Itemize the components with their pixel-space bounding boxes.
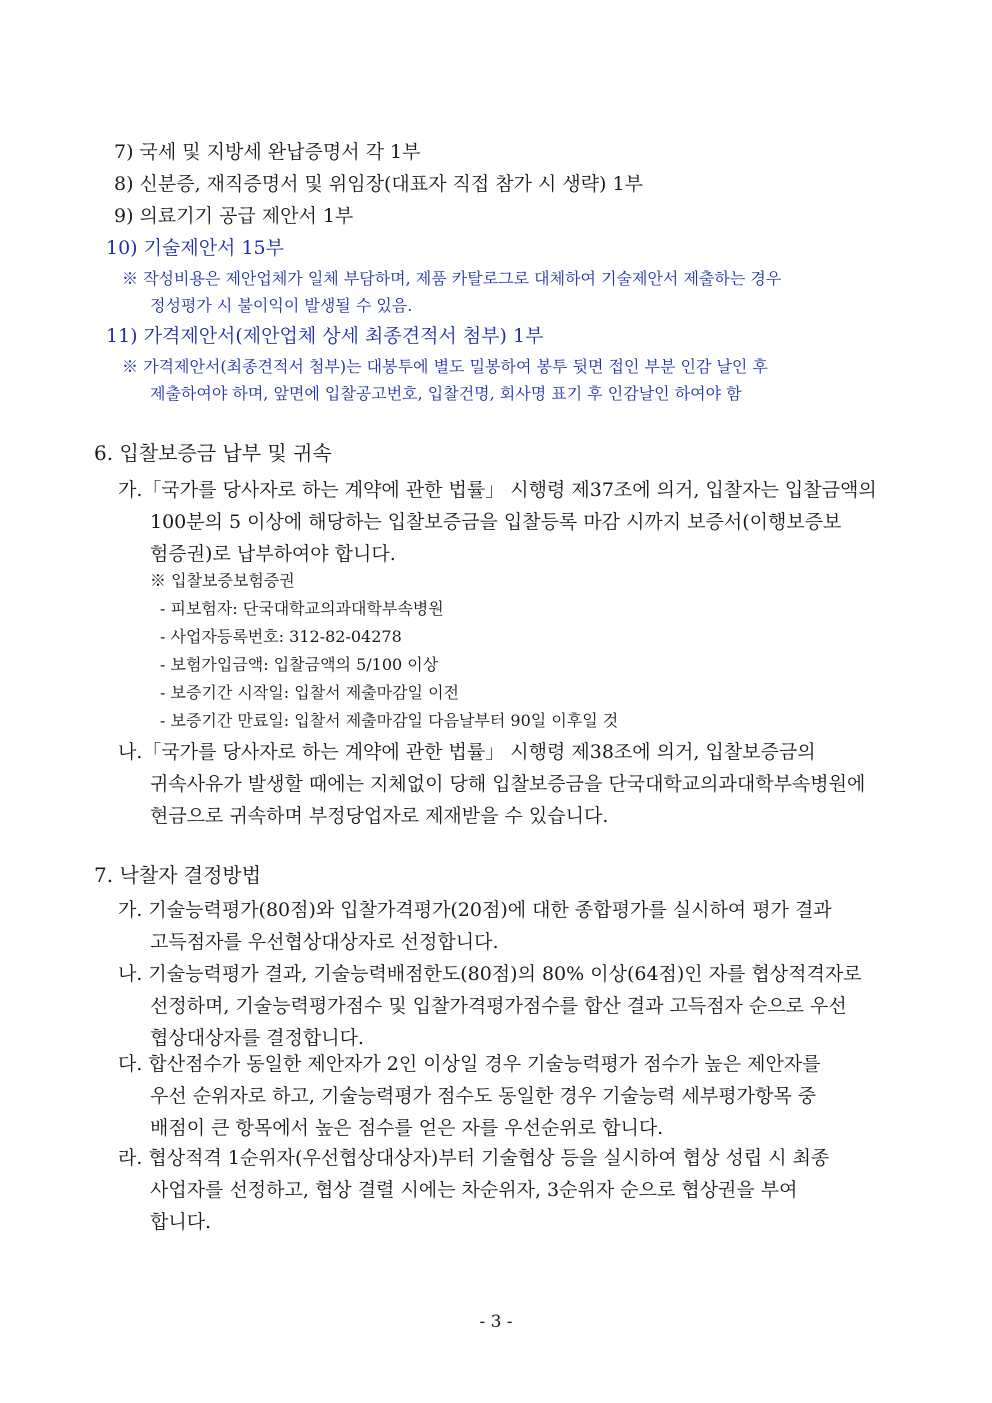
section-6-bullet-2: - 사업자등록번호: 312-82-04278 [160,627,402,646]
doc-item-7: 7) 국세 및 지방세 완납증명서 각 1부 [114,141,421,163]
doc-note-10-line2: 정성평가 시 불이익이 발생될 수 있음. [150,296,413,315]
doc-note-11-line2: 제출하여야 하며, 앞면에 입찰공고번호, 입찰건명, 회사명 표기 후 인감날인 하여야 함 [150,384,742,403]
page-number: - 3 - [479,1312,513,1332]
section-7-ra-line1: 라. 협상적격 1순위자(우선협상대상자)부터 기술협상 등을 실시하여 협상 성립 시 최종 [118,1147,830,1169]
section-7-na-line3: 협상대상자를 결정합니다. [150,1027,364,1049]
section-6-na-line1: 나.「국가를 당사자로 하는 계약에 관한 법률」 시행령 제38조에 의거, 입찰보증금의 [118,741,816,763]
doc-note-11-line1: ※ 가격제안서(최종견적서 첨부)는 대봉투에 별도 밀봉하여 봉투 뒷면 접인 부분 인감 날인 후 [122,357,768,376]
section-6-bullet-4: - 보증기간 시작일: 입찰서 제출마감일 이전 [160,683,459,702]
section-6-ga-line3: 험증권)로 납부하여야 합니다. [150,543,396,565]
section-6-heading: 6. 입찰보증금 납부 및 귀속 [94,441,332,465]
section-7-da-line1: 다. 합산점수가 동일한 제안자가 2인 이상일 경우 기술능력평가 점수가 높은 제안자를 [118,1053,821,1075]
doc-note-10-line1: ※ 작성비용은 제안업체가 일체 부담하며, 제품 카탈로그로 대체하여 기술제안서 제출하는 경우 [122,269,782,288]
section-6-ga-line2: 100분의 5 이상에 해당하는 입찰보증금을 입찰등록 마감 시까지 보증서(이행보증보 [150,511,842,533]
section-6-ga-line1: 가.「국가를 당사자로 하는 계약에 관한 법률」 시행령 제37조에 의거, 입찰자는 입찰금액의 [118,479,877,501]
section-6-bullet-1: - 피보험자: 단국대학교의과대학부속병원 [160,599,444,618]
section-7-da-line2: 우선 순위자로 하고, 기술능력평가 점수도 동일한 경우 기술능력 세부평가항목 중 [150,1085,817,1107]
section-6-bullet-5: - 보증기간 만료일: 입찰서 제출마감일 다음날부터 90일 이후일 것 [160,711,619,730]
section-7-na-line1: 나. 기술능력평가 결과, 기술능력배점한도(80점)의 80% 이상(64점)인 자를 협상적격자로 [118,963,862,985]
section-7-ra-line2: 사업자를 선정하고, 협상 결렬 시에는 차순위자, 3순위자 순으로 협상권을 부여 [150,1179,798,1201]
section-7-ra-line3: 합니다. [150,1211,212,1233]
section-7-da-line3: 배점이 큰 항목에서 높은 점수를 얻은 자를 우선순위로 합니다. [150,1117,664,1139]
doc-item-9: 9) 의료기기 공급 제안서 1부 [114,205,354,227]
doc-item-10: 10) 기술제안서 15부 [106,237,284,259]
section-6-note-title: ※ 입찰보증보험증권 [150,571,295,590]
section-6-na-line2: 귀속사유가 발생할 때에는 지체없이 당해 입찰보증금을 단국대학교의과대학부속병원에 [150,773,866,795]
section-7-na-line2: 선정하며, 기술능력평가점수 및 입찰가격평가점수를 합산 결과 고득점자 순으로 우선 [150,995,847,1017]
section-7-ga-line1: 가. 기술능력평가(80점)와 입찰가격평가(20점)에 대한 종합평가를 실시하여 평가 결과 [118,899,832,921]
section-7-heading: 7. 낙찰자 결정방법 [94,863,262,887]
section-6-bullet-3: - 보험가입금액: 입찰금액의 5/100 이상 [160,655,439,674]
doc-item-11: 11) 가격제안서(제안업체 상세 최종견적서 첨부) 1부 [106,325,544,347]
doc-item-8: 8) 신분증, 재직증명서 및 위임장(대표자 직접 참가 시 생략) 1부 [114,173,643,195]
section-6-na-line3: 현금으로 귀속하며 부정당업자로 제재받을 수 있습니다. [150,805,609,827]
section-7-ga-line2: 고득점자를 우선협상대상자로 선정합니다. [150,931,499,953]
